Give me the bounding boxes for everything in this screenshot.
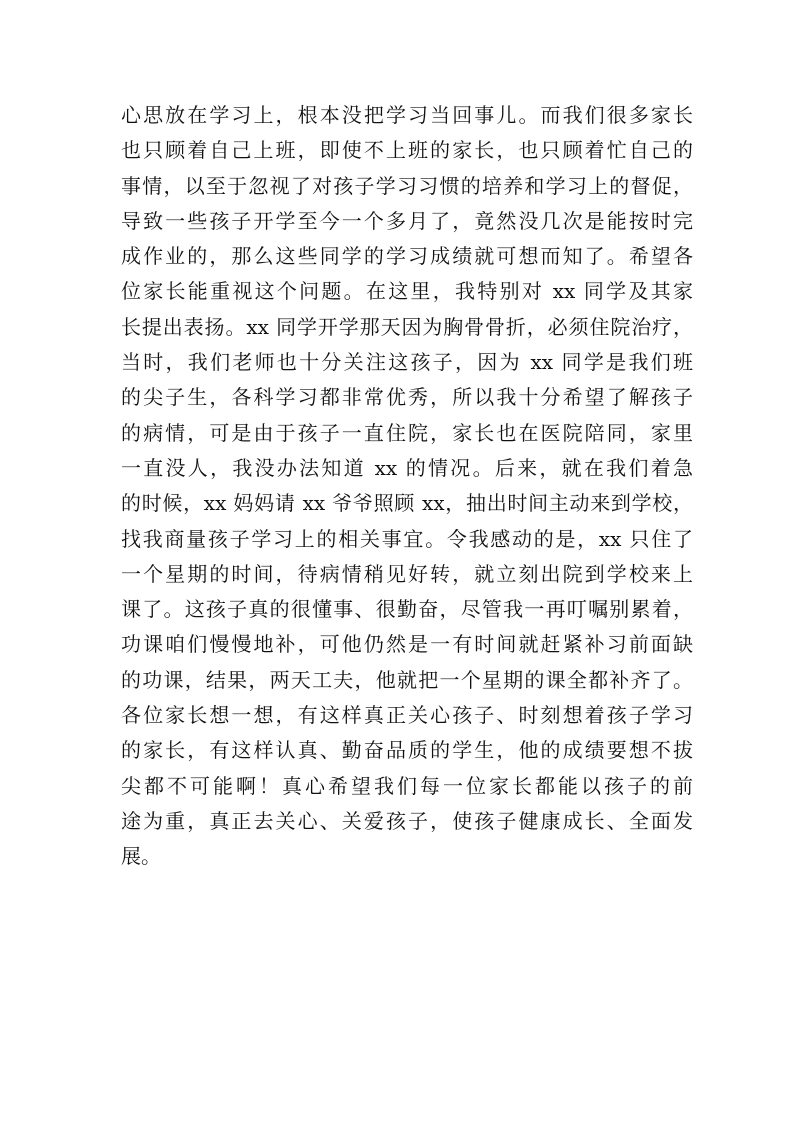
text-line: 课了。这孩子真的很懂事、很勤奋，尽管我一再叮嘱别累着，	[121, 597, 693, 622]
text-line: 导致一些孩子开学至今一个多月了，竟然没几次是能按时完	[121, 208, 693, 233]
text-line: 心思放在学习上，根本没把学习当回事儿。而我们很多家长	[121, 103, 693, 127]
text-line: 展。	[121, 844, 161, 869]
text-line: 也只顾着自己上班，即使不上班的家长，也只顾着忙自己的	[121, 138, 693, 163]
text-line: 的病情，可是由于孩子一直住院，家长也在医院陪同，家里	[121, 420, 693, 445]
text-line: 一个星期的时间，待病情稍见好转，就立刻出院到学校来上	[121, 561, 693, 586]
text-line: 的尖子生，各科学习都非常优秀，所以我十分希望了解孩子	[121, 385, 693, 410]
text-line: 找我商量孩子学习上的相关事宜。令我感动的是，xx 只住了	[121, 526, 693, 551]
text-line: 位家长能重视这个问题。在这里，我特别对 xx 同学及其家	[121, 279, 693, 304]
text-line: 当时，我们老师也十分关注这孩子，因为 xx 同学是我们班	[121, 350, 693, 375]
text-line: 功课咱们慢慢地补，可他仍然是一有时间就赶紧补习前面缺	[121, 632, 693, 657]
text-line: 成作业的，那么这些同学的学习成绩就可想而知了。希望各	[121, 244, 693, 269]
text-line: 尖都不可能啊！真心希望我们每一位家长都能以孩子的前	[121, 773, 693, 798]
text-line: 的功课，结果，两天工夫，他就把一个星期的课全都补齐了。	[121, 667, 693, 692]
text-line: 的时候，xx 妈妈请 xx 爷爷照顾 xx，抽出时间主动来到学校，	[121, 491, 693, 516]
text-line: 长提出表扬。xx 同学开学那天因为胸骨骨折，必须住院治疗，	[121, 314, 693, 339]
paragraph-body	[121, 98, 693, 875]
text-line: 途为重，真正去关心、关爱孩子，使孩子健康成长、全面发	[121, 808, 693, 833]
text-line: 的家长，有这样认真、勤奋品质的学生，他的成绩要想不拔	[121, 738, 693, 763]
text-line: 一直没人，我没办法知道 xx 的情况。后来，就在我们着急	[121, 455, 693, 480]
text-line: 各位家长想一想，有这样真正关心孩子、时刻想着孩子学习	[121, 703, 693, 728]
text-line: 事情，以至于忽视了对孩子学习习惯的培养和学习上的督促，	[121, 173, 693, 198]
